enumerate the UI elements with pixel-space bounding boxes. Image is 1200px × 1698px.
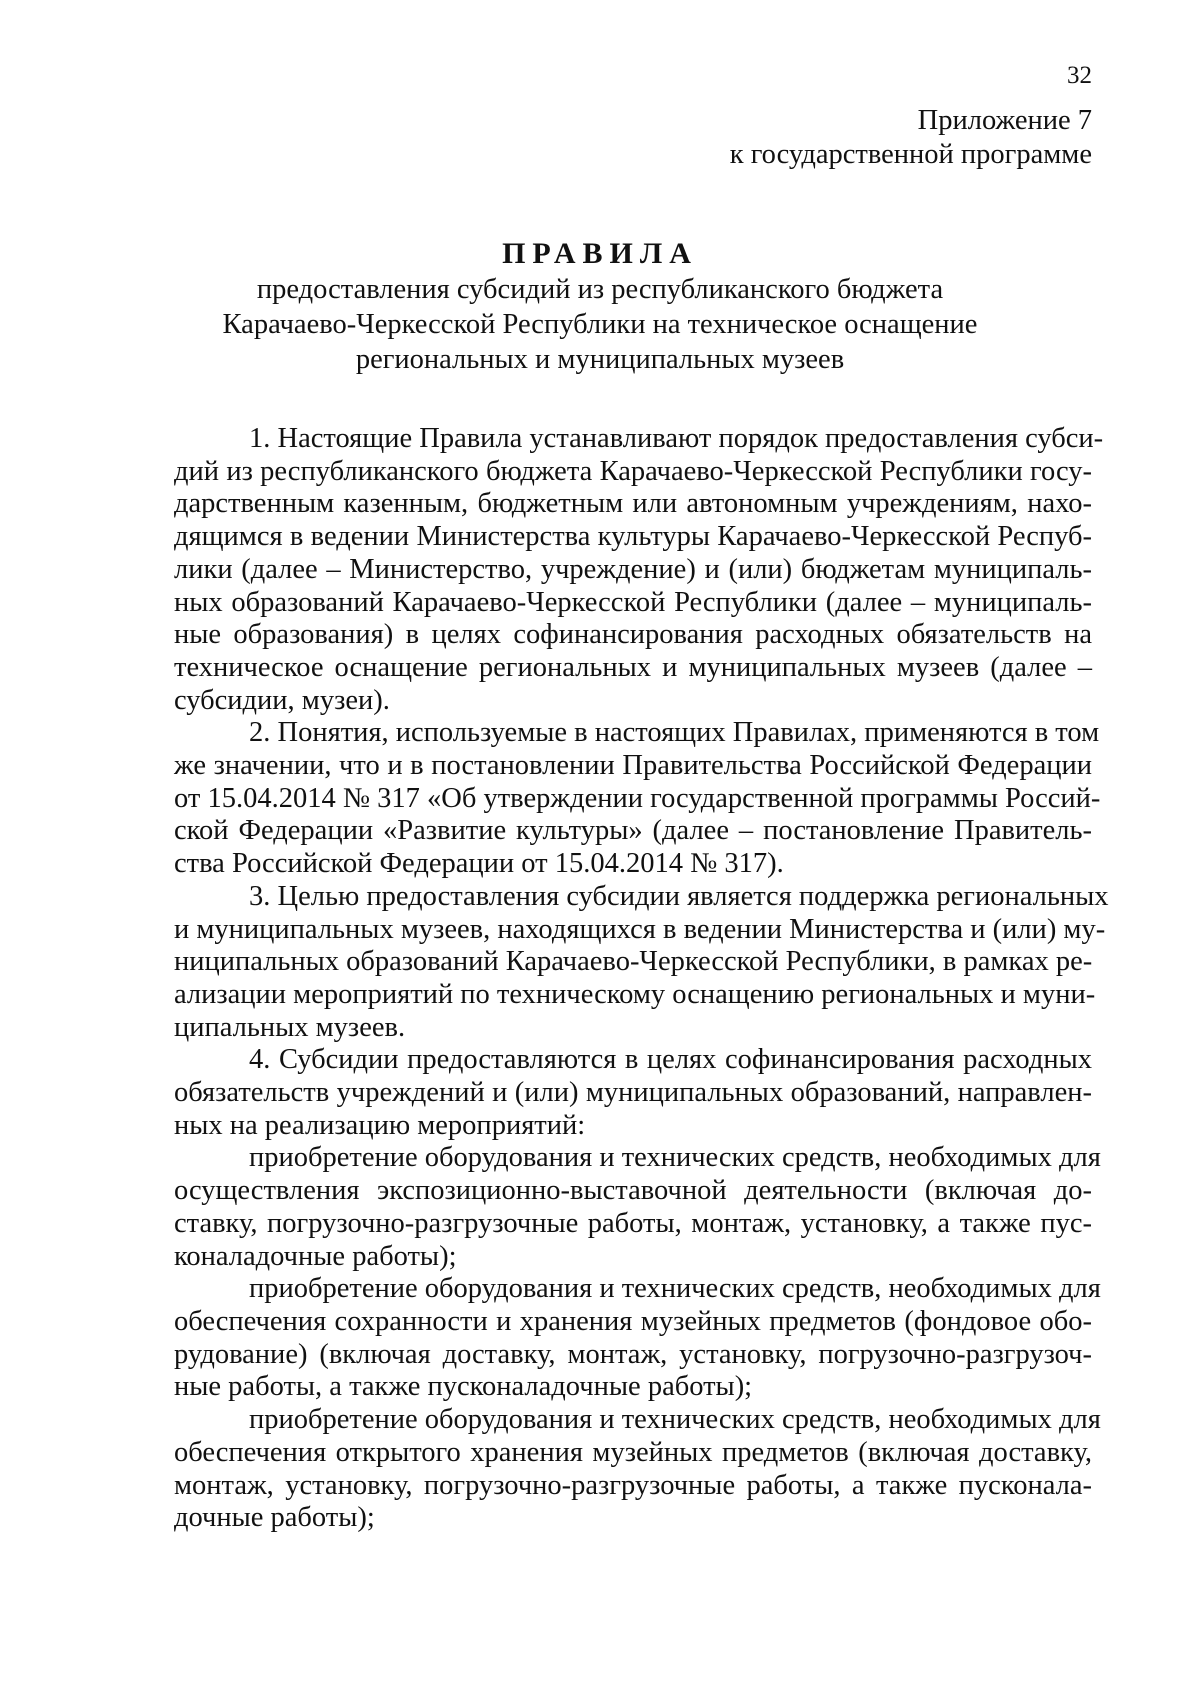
appendix-line-1: Приложение 7 bbox=[917, 105, 1092, 136]
paragraph bbox=[174, 880, 1109, 1045]
paragraph-line: дарственным казенным, бюджетным или автономным учреждениям, нахо- bbox=[174, 488, 1092, 520]
paragraph-line: приобретение оборудования и технических средств, необходимых для bbox=[249, 1273, 1101, 1305]
paragraph-line: ципальных музеев. bbox=[174, 1011, 406, 1043]
paragraph-line: обязательств учреждений и (или) муниципальных образований, направлен- bbox=[174, 1077, 1092, 1109]
document-title: ПРАВИЛА bbox=[502, 237, 698, 270]
subtitle-line: Карачаево-Черкесской Республики на техническое оснащение bbox=[222, 309, 978, 340]
appendix-line-2: к государственной программе bbox=[729, 139, 1092, 170]
paragraph-line: дий из республиканского бюджета Карачаево-Черкесской Республики госу- bbox=[174, 455, 1092, 487]
paragraph-line: и муниципальных музеев, находящихся в ведении Министерства и (или) му- bbox=[174, 913, 1106, 945]
paragraph bbox=[174, 1273, 1101, 1404]
page-number: 32 bbox=[1067, 62, 1092, 89]
paragraph-line: 2. Понятия, используемые в настоящих Правилах, применяются в том bbox=[249, 717, 1100, 749]
paragraph-line: дящимся в ведении Министерства культуры Карачаево-Черкесской Респуб- bbox=[174, 521, 1092, 553]
paragraph-line: ные образования) в целях софинансирования расходных обязательств на bbox=[174, 619, 1092, 651]
paragraph-line: приобретение оборудования и технических средств, необходимых для bbox=[249, 1404, 1101, 1436]
paragraph-line: ных на реализацию мероприятий: bbox=[174, 1109, 586, 1141]
paragraph-line: 1. Настоящие Правила устанавливают порядок предоставления субси- bbox=[249, 423, 1104, 454]
paragraph-line: 3. Целью предоставления субсидии является поддержка региональных bbox=[249, 880, 1109, 912]
paragraph-line: рудование) (включая доставку, монтаж, установку, погрузочно-разгрузоч- bbox=[174, 1338, 1092, 1370]
paragraph bbox=[174, 1044, 1092, 1142]
appendix-header bbox=[730, 104, 1092, 172]
paragraph-line: ской Федерации «Развитие культуры» (далее – постановление Правитель- bbox=[174, 815, 1092, 847]
paragraph bbox=[174, 717, 1101, 881]
paragraph-line: ниципальных образований Карачаево-Черкесской Республики, в рамках ре- bbox=[174, 946, 1093, 978]
paragraph-line: от 15.04.2014 № 317 «Об утверждении государственной программы Россий- bbox=[174, 782, 1101, 814]
paragraph-line: монтаж, установку, погрузочно-разгрузочные работы, а также пусконала- bbox=[174, 1469, 1092, 1501]
paragraph-line: лики (далее – Министерство, учреждение) и (или) бюджетам муниципаль- bbox=[174, 553, 1092, 585]
paragraph-line: обеспечения сохранности и хранения музейных предметов (фондовое обо- bbox=[174, 1305, 1092, 1337]
paragraph bbox=[174, 1404, 1101, 1535]
subtitle-line: региональных и муниципальных музеев bbox=[355, 344, 845, 375]
document-body bbox=[174, 423, 1109, 1535]
paragraph-line: 4. Субсидии предоставляются в целях софинансирования расходных bbox=[249, 1044, 1092, 1076]
document-subtitle bbox=[150, 272, 1050, 377]
title-block bbox=[150, 236, 1050, 377]
paragraph-line: приобретение оборудования и технических средств, необходимых для bbox=[249, 1142, 1101, 1174]
paragraph-line: ства Российской Федерации от 15.04.2014 № 317). bbox=[174, 848, 784, 880]
paragraph-line: обеспечения открытого хранения музейных предметов (включая доставку, bbox=[174, 1436, 1092, 1468]
paragraph-line: осуществления экспозиционно-выставочной деятельности (включая до- bbox=[174, 1175, 1092, 1207]
paragraph-line: дочные работы); bbox=[174, 1502, 375, 1534]
paragraph-line: субсидии, музеи). bbox=[174, 684, 390, 716]
paragraph-line: ставку, погрузочно-разгрузочные работы, монтаж, установку, а также пус- bbox=[174, 1207, 1092, 1239]
paragraph-line: коналадочные работы); bbox=[174, 1240, 457, 1272]
paragraph-line: ных образований Карачаево-Черкесской Республики (далее – муниципаль- bbox=[174, 586, 1092, 618]
paragraph-line: ные работы, а также пусконаладочные работы); bbox=[174, 1371, 753, 1403]
paragraph-line: ализации мероприятий по техническому оснащению региональных и муни- bbox=[174, 978, 1096, 1010]
paragraph bbox=[174, 423, 1104, 717]
paragraph-line: техническое оснащение региональных и муниципальных музеев (далее – bbox=[174, 651, 1092, 683]
paragraph-line: же значении, что и в постановлении Правительства Российской Федерации bbox=[174, 750, 1092, 782]
paragraph bbox=[174, 1142, 1101, 1273]
subtitle-line: предоставления субсидий из республиканского бюджета bbox=[256, 274, 944, 305]
